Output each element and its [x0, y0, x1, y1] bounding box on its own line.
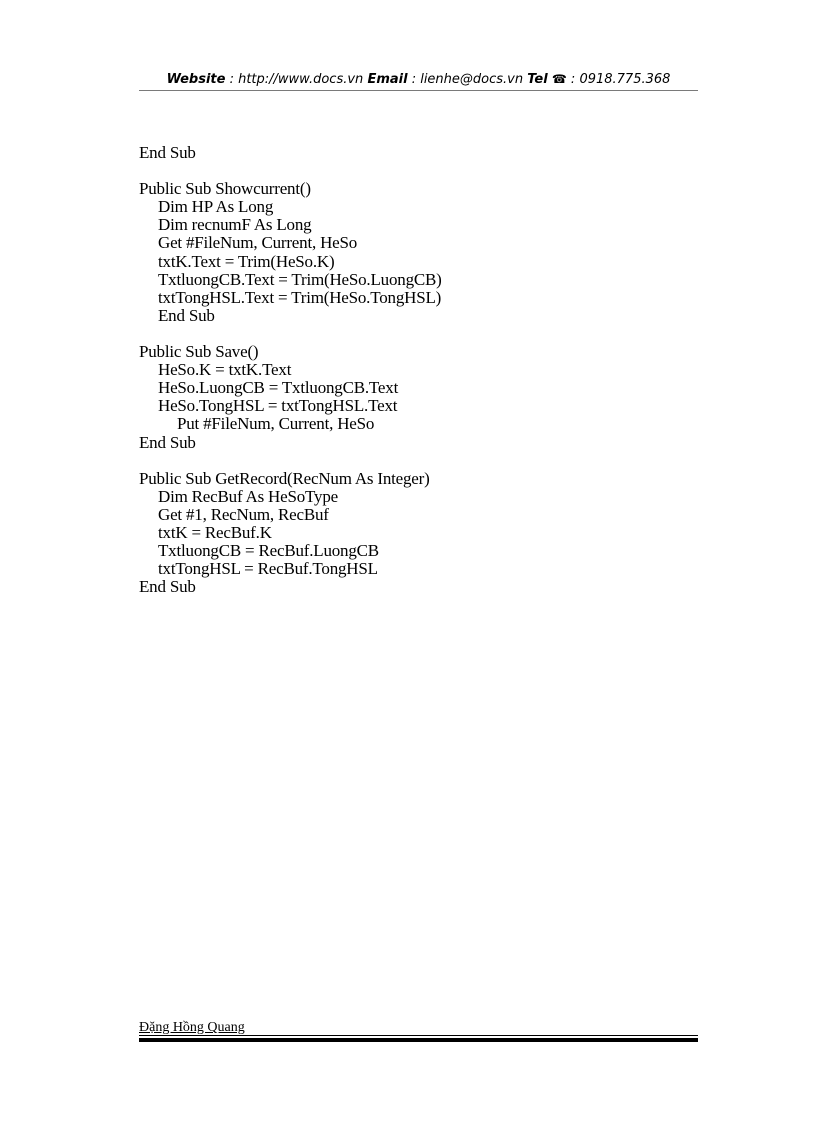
phone-icon: ☎: [551, 72, 567, 86]
footer-divider-thick: [139, 1038, 698, 1042]
email-value: : lienhe@docs.vn: [407, 72, 528, 87]
code-line: txtTongHSL.Text = Trim(HeSo.TongHSL): [158, 287, 442, 307]
code-line: txtTongHSL = RecBuf.TongHSL: [158, 559, 378, 579]
footer-author: Đặng Hồng Quang: [139, 1020, 245, 1035]
code-line: End Sub: [139, 432, 196, 452]
website-label: Website: [166, 72, 226, 87]
code-line: Public Sub Save(): [139, 342, 259, 362]
code-line: End Sub: [139, 577, 196, 597]
page-header: [139, 68, 698, 90]
code-line: Public Sub Showcurrent(): [139, 179, 311, 199]
code-line: TxtluongCB.Text = Trim(HeSo.LuongCB): [158, 269, 442, 289]
code-line: HeSo.LuongCB = TxtluongCB.Text: [158, 378, 399, 398]
code-line: Get #1, RecNum, RecBuf: [158, 504, 329, 524]
code-line: Get #FileNum, Current, HeSo: [158, 233, 358, 253]
blank-line: [139, 162, 699, 180]
blank-line: [139, 325, 699, 343]
email-label: Email: [367, 72, 408, 87]
footer-divider-thin: [139, 1035, 698, 1036]
code-line: HeSo.K = txtK.Text: [158, 360, 292, 380]
header-divider: [139, 90, 698, 91]
tel-value: : 0918.775.368: [566, 72, 671, 87]
tel-label: Tel: [527, 72, 548, 87]
code-listing: [139, 144, 699, 596]
code-line: End Sub: [139, 143, 196, 162]
code-line: End Sub: [158, 305, 215, 325]
code-line: Dim recnumF As Long: [158, 215, 312, 235]
code-line: Dim RecBuf As HeSoType: [158, 486, 338, 506]
blank-line: [139, 452, 699, 470]
code-line: TxtluongCB = RecBuf.LuongCB: [158, 541, 379, 561]
code-line: txtK.Text = Trim(HeSo.K): [158, 251, 335, 271]
code-line: Put #FileNum, Current, HeSo: [177, 414, 375, 434]
code-line: Public Sub GetRecord(RecNum As Integer): [139, 468, 430, 488]
code-line: txtK = RecBuf.K: [158, 522, 272, 542]
website-value: : http://www.docs.vn: [225, 72, 368, 87]
code-line: Dim HP As Long: [158, 197, 274, 217]
code-line: HeSo.TongHSL = txtTongHSL.Text: [158, 396, 398, 416]
